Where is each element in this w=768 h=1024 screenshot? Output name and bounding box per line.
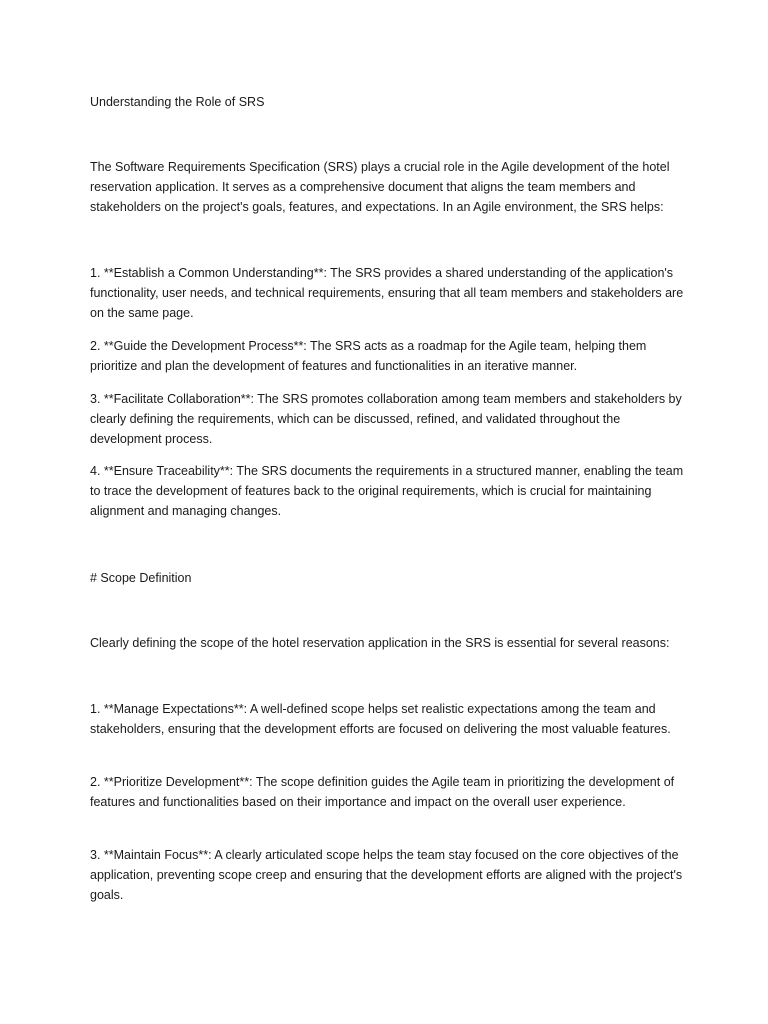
scope-intro-paragraph: Clearly defining the scope of the hotel reservation application in the SRS is essential for several reasons: <box>90 636 670 650</box>
role-item-4: 4. **Ensure Traceability**: The SRS documents the requirements in a structured manner, enabling the team to trace the development of features back to the original requirements, which is crucial for maintaining alignment and managing changes. <box>90 464 684 518</box>
scope-item-2: 2. **Prioritize Development**: The scope definition guides the Agile team in prioritizing the development of features and functionalities based on their importance and impact on the overall user experience. <box>90 775 675 809</box>
scope-item-3: 3. **Maintain Focus**: A clearly articulated scope helps the team stay focused on the core objectives of the application, preventing scope creep and ensuring that the development efforts are aligned with the project's goals. <box>90 848 683 902</box>
role-item-3: 3. **Facilitate Collaboration**: The SRS promotes collaboration among team members and stakeholders by clearly defining the requirements, which can be discussed, refined, and validated throughout the development process. <box>90 392 682 446</box>
intro-paragraph: The Software Requirements Specification (SRS) plays a crucial role in the Agile development of the hotel reservation application. It serves as a comprehensive document that aligns the team members and stakeholders on the project's goals, features, and expectations. In an Agile environment, the SRS helps: <box>90 160 670 214</box>
document-title: Understanding the Role of SRS <box>90 95 265 109</box>
role-item-1: 1. **Establish a Common Understanding**: The SRS provides a shared understanding of the application's functionality, user needs, and technical requirements, ensuring that all team members and stakeholders are on the same page. <box>90 266 684 320</box>
scope-item-1: 1. **Manage Expectations**: A well-defined scope helps set realistic expectations among the team and stakeholders, ensuring that the development efforts are focused on delivering the most valuable features. <box>90 702 671 736</box>
role-item-2: 2. **Guide the Development Process**: The SRS acts as a roadmap for the Agile team, helping them prioritize and plan the development of features and functionalities in an iterative manner. <box>90 339 647 373</box>
scope-heading: # Scope Definition <box>90 571 192 585</box>
